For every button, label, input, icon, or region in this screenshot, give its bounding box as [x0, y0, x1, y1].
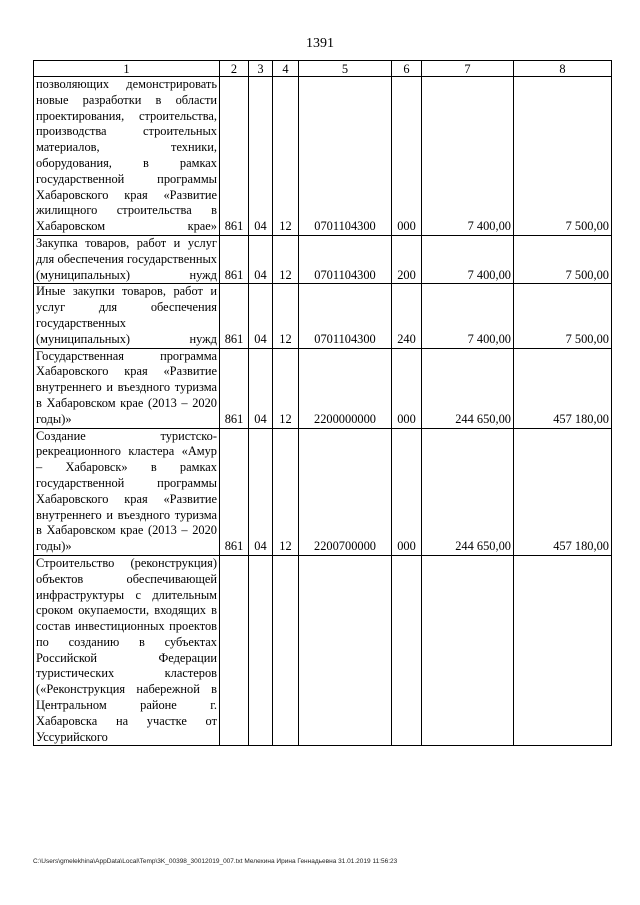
row-target-article: 0701104300: [299, 77, 392, 236]
header-col-6: 6: [392, 61, 422, 77]
header-row: [34, 61, 612, 77]
row-amount-col7: 7 400,00: [422, 284, 514, 348]
row-subsection: 12: [273, 348, 299, 428]
row-expense-type: 000: [392, 348, 422, 428]
row-target-article: 2200000000: [299, 348, 392, 428]
header-col-1: 1: [34, 61, 220, 77]
budget-table: [33, 60, 612, 746]
header-col-8: 8: [514, 61, 612, 77]
row-description: Иные закупки товаров, работ и услуг для обеспечения государственных (муниципальных) нужд: [34, 284, 220, 348]
table-row: [34, 555, 612, 746]
row-target-article: 0701104300: [299, 235, 392, 283]
row-ministry-code: [220, 555, 249, 746]
row-description: позволяющих демонстрировать новые разработки в области проектирования, строительства, производства строительных материалов, техники, оборудования, в рамках государственной программы Хабаровского края «Развитие жилищного строительства в Хабаровском крае»: [34, 77, 220, 236]
row-section: 04: [249, 428, 273, 555]
row-target-article: [299, 555, 392, 746]
row-ministry-code: 861: [220, 284, 249, 348]
row-expense-type: 240: [392, 284, 422, 348]
row-amount-col8: 7 500,00: [514, 235, 612, 283]
row-section: 04: [249, 284, 273, 348]
table-row: [34, 428, 612, 555]
row-ministry-code: 861: [220, 348, 249, 428]
row-amount-col8: 457 180,00: [514, 428, 612, 555]
row-ministry-code: 861: [220, 235, 249, 283]
row-target-article: 2200700000: [299, 428, 392, 555]
header-col-2: 2: [220, 61, 249, 77]
row-amount-col7: 7 400,00: [422, 77, 514, 236]
row-section: 04: [249, 235, 273, 283]
header-col-7: 7: [422, 61, 514, 77]
row-amount-col7: 244 650,00: [422, 428, 514, 555]
row-ministry-code: 861: [220, 77, 249, 236]
row-subsection: 12: [273, 77, 299, 236]
header-col-5: 5: [299, 61, 392, 77]
row-subsection: 12: [273, 284, 299, 348]
table-row: [34, 348, 612, 428]
row-description: Государственная программа Хабаровского края «Развитие внутреннего и въездного туризма в Хабаровском крае (2013 – 2020 годы)»: [34, 348, 220, 428]
row-description: Создание туристско-рекреационного кластера «Амур – Хабаровск» в рамках государственной программы Хабаровского края «Развитие внутреннего и въездного туризма в Хабаровском крае (2013 – 2020 годы)»: [34, 428, 220, 555]
row-expense-type: 200: [392, 235, 422, 283]
row-subsection: 12: [273, 235, 299, 283]
row-description: Закупка товаров, работ и услуг для обеспечения государственных (муниципальных) нужд: [34, 235, 220, 283]
table-row: [34, 235, 612, 283]
table-row: [34, 284, 612, 348]
header-col-3: 3: [249, 61, 273, 77]
table-row: [34, 77, 612, 236]
row-ministry-code: 861: [220, 428, 249, 555]
row-section: 04: [249, 348, 273, 428]
row-section: [249, 555, 273, 746]
row-expense-type: 000: [392, 428, 422, 555]
row-expense-type: 000: [392, 77, 422, 236]
row-amount-col7: 244 650,00: [422, 348, 514, 428]
row-subsection: [273, 555, 299, 746]
row-amount-col8: 457 180,00: [514, 348, 612, 428]
row-target-article: 0701104300: [299, 284, 392, 348]
row-section: 04: [249, 77, 273, 236]
row-amount-col8: 7 500,00: [514, 284, 612, 348]
document-footer: C:\Users\gmelekhina\AppData\Local\Temp\3K_00398_30012019_007.txt Мелехина Ирина Геннадьевна 31.01.2019 11:56:23: [33, 858, 398, 865]
page-number: 1391: [306, 36, 334, 51]
row-amount-col7: 7 400,00: [422, 235, 514, 283]
header-col-4: 4: [273, 61, 299, 77]
row-amount-col8: [514, 555, 612, 746]
row-amount-col8: 7 500,00: [514, 77, 612, 236]
row-description: Строительство (реконструкция) объектов обеспечивающей инфраструктуры с длительным сроком окупаемости, входящих в состав инвестиционных проектов по созданию в субъектах Российской Федерации туристических кластеров («Реконструкция набережной в Центральном районе г. Хабаровска на участке от Уссурийского: [34, 555, 220, 746]
row-expense-type: [392, 555, 422, 746]
row-subsection: 12: [273, 428, 299, 555]
row-amount-col7: [422, 555, 514, 746]
